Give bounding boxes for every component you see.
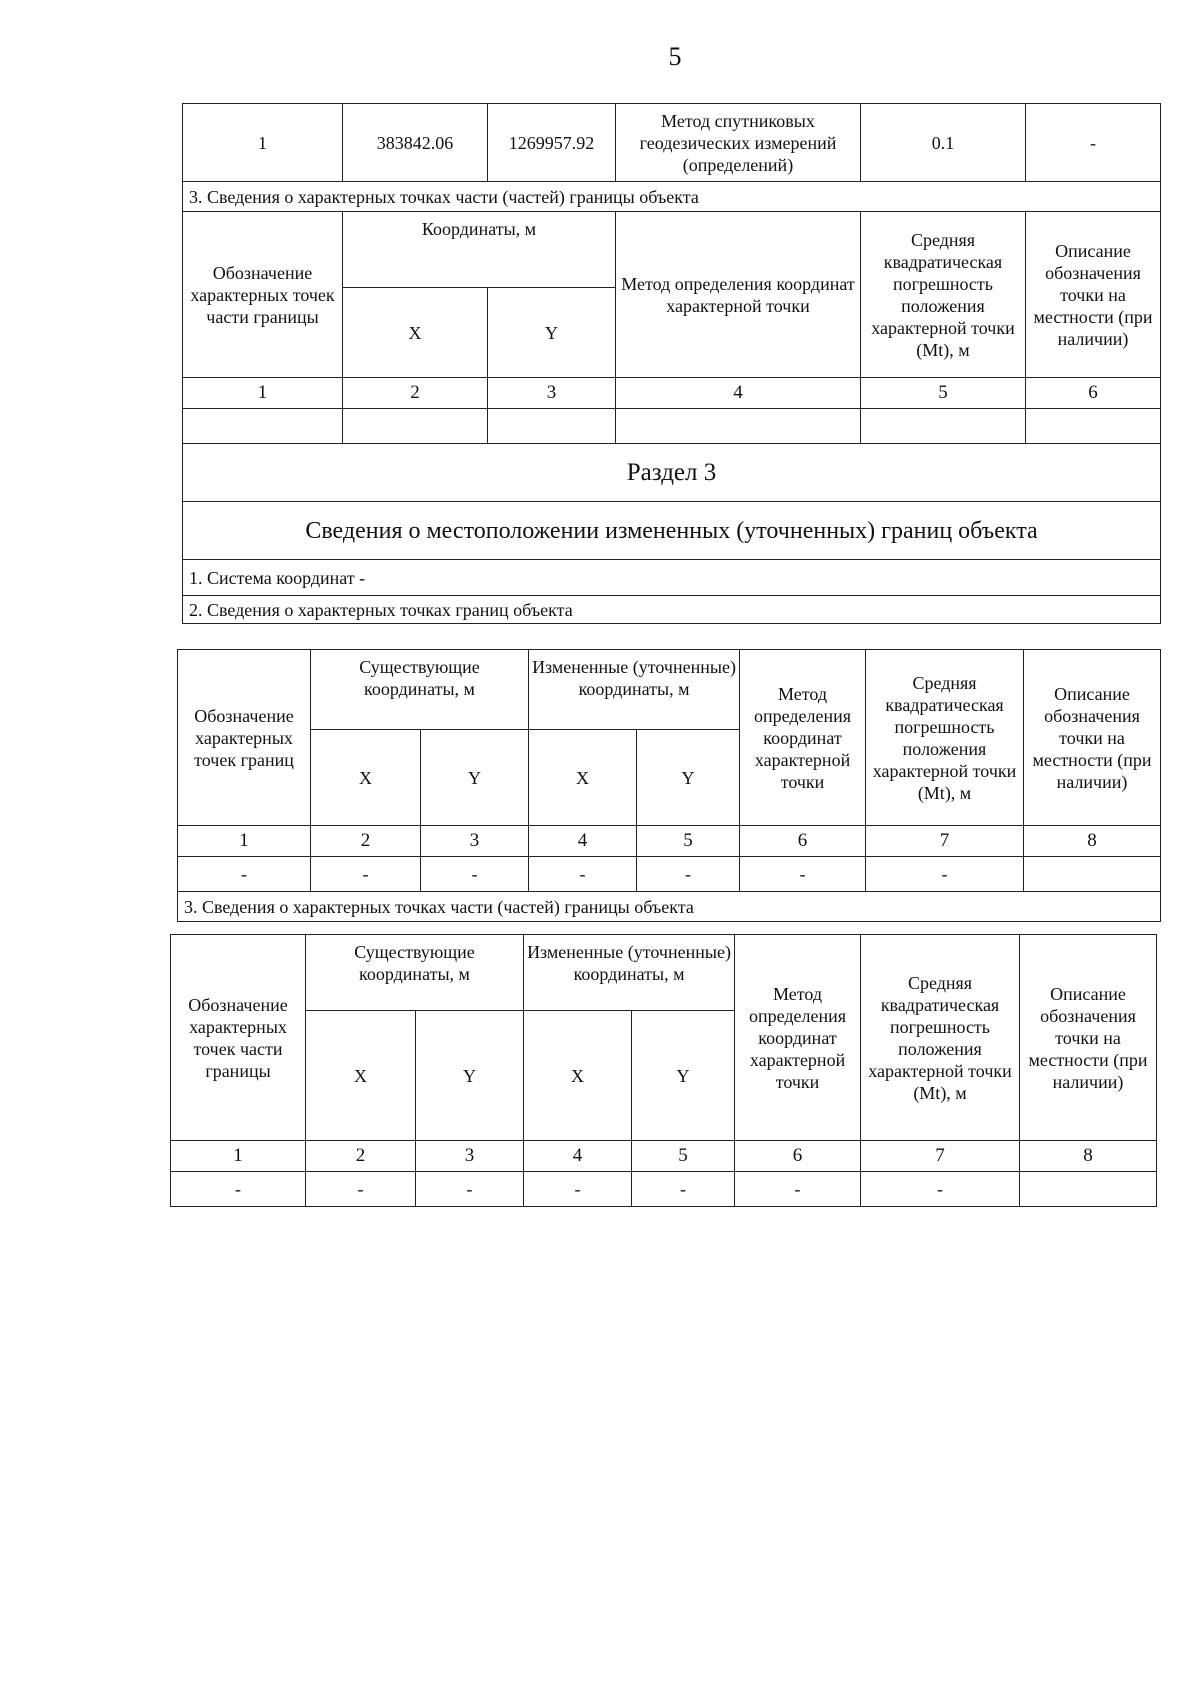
carry-cell: 1269957.92: [488, 104, 616, 182]
table-cell: [1024, 857, 1161, 892]
header-method: Метод определения координат характерной точки: [735, 935, 861, 1141]
carry-cell: -: [1026, 104, 1161, 182]
empty-cell: [861, 409, 1026, 444]
header-y: Y: [421, 730, 529, 826]
header-method: Метод определения координат характерной точки: [616, 212, 861, 378]
col-number: 4: [616, 378, 861, 409]
header-error: Средняя квадратическая погрешность положения характерной точки (Mt), м: [866, 650, 1024, 826]
header-x: X: [311, 730, 421, 826]
header-error: Средняя квадратическая погрешность положения характерной точки (Mt), м: [861, 212, 1026, 378]
col-number: 2: [306, 1141, 416, 1172]
header-designation: Обозначение характерных точек части границы: [171, 935, 306, 1141]
header-description: Описание обозначения точки на местности (при наличии): [1020, 935, 1157, 1141]
coord-system: 1. Система координат -: [183, 560, 1161, 596]
table-cell: -: [524, 1172, 632, 1207]
header-x: X: [343, 288, 488, 378]
col-number: 5: [632, 1141, 735, 1172]
table-cell: -: [178, 857, 311, 892]
col-number: 6: [1026, 378, 1161, 409]
header-method: Метод определения координат характерной точки: [740, 650, 866, 826]
empty-cell: [183, 409, 343, 444]
table-cell: [1020, 1172, 1157, 1207]
carry-cell: Метод спутниковых геодезических измерений (определений): [616, 104, 861, 182]
table-cell: -: [861, 1172, 1020, 1207]
page-number: 5: [668, 42, 682, 71]
table-cell: -: [529, 857, 637, 892]
header-y: Y: [488, 288, 616, 378]
table-row: [183, 104, 1161, 182]
empty-cell: [1026, 409, 1161, 444]
table-cell: -: [306, 1172, 416, 1207]
table-cell: -: [735, 1172, 861, 1207]
header-description: Описание обозначения точки на местности (при наличии): [1026, 212, 1161, 378]
col-number: 3: [416, 1141, 524, 1172]
col-number: 5: [637, 826, 740, 857]
carry-cell: 1: [183, 104, 343, 182]
header-changed: Измененные (уточненные) координаты, м: [524, 935, 735, 1011]
header-y: Y: [637, 730, 740, 826]
section-caption: 3. Сведения о характерных точках части (частей) границы объекта: [183, 182, 1161, 212]
empty-cell: [488, 409, 616, 444]
header-description: Описание обозначения точки на местности (при наличии): [1024, 650, 1161, 826]
col-number: 5: [861, 378, 1026, 409]
table-row: [171, 1172, 1157, 1207]
header-x: X: [524, 1011, 632, 1141]
col-number: 1: [171, 1141, 306, 1172]
header-existing: Существующие координаты, м: [306, 935, 524, 1011]
table-cell: -: [311, 857, 421, 892]
section-subtitle: Сведения о местоположении измененных (уточненных) границ объекта: [183, 502, 1161, 560]
table-cell: -: [416, 1172, 524, 1207]
part-caption: 3. Сведения о характерных точках части (частей) границы объекта: [178, 892, 1161, 922]
col-number: 8: [1024, 826, 1161, 857]
header-designation: Обозначение характерных точек части границы: [183, 212, 343, 378]
col-number: 4: [524, 1141, 632, 1172]
col-number: 7: [861, 1141, 1020, 1172]
header-designation: Обозначение характерных точек границ: [178, 650, 311, 826]
top-table: [182, 103, 1161, 624]
header-changed: Измененные (уточненные) координаты, м: [529, 650, 740, 730]
points-caption: 2. Сведения о характерных точках границ объекта: [183, 596, 1161, 624]
section-title: Раздел 3: [183, 444, 1161, 502]
table-cell: -: [740, 857, 866, 892]
col-number: 6: [735, 1141, 861, 1172]
carry-cell: 0.1: [861, 104, 1026, 182]
col-number: 3: [421, 826, 529, 857]
table-cell: -: [637, 857, 740, 892]
empty-cell: [616, 409, 861, 444]
header-x: X: [529, 730, 637, 826]
carry-cell: 383842.06: [343, 104, 488, 182]
table-cell: -: [171, 1172, 306, 1207]
header-y: Y: [632, 1011, 735, 1141]
col-number: 2: [343, 378, 488, 409]
table-cell: -: [866, 857, 1024, 892]
col-number: 3: [488, 378, 616, 409]
col-number: 1: [183, 378, 343, 409]
part-points-table: [170, 934, 1157, 1207]
col-number: 6: [740, 826, 866, 857]
header-coords: Координаты, м: [343, 212, 616, 288]
col-number: 8: [1020, 1141, 1157, 1172]
header-x: X: [306, 1011, 416, 1141]
col-number: 2: [311, 826, 421, 857]
table-cell: -: [421, 857, 529, 892]
col-number: 1: [178, 826, 311, 857]
header-error: Средняя квадратическая погрешность положения характерной точки (Mt), м: [861, 935, 1020, 1141]
table-row: [178, 857, 1161, 892]
points-table: [177, 649, 1161, 922]
header-y: Y: [416, 1011, 524, 1141]
empty-cell: [343, 409, 488, 444]
col-number: 4: [529, 826, 637, 857]
table-cell: -: [632, 1172, 735, 1207]
col-number: 7: [866, 826, 1024, 857]
header-existing: Существующие координаты, м: [311, 650, 529, 730]
